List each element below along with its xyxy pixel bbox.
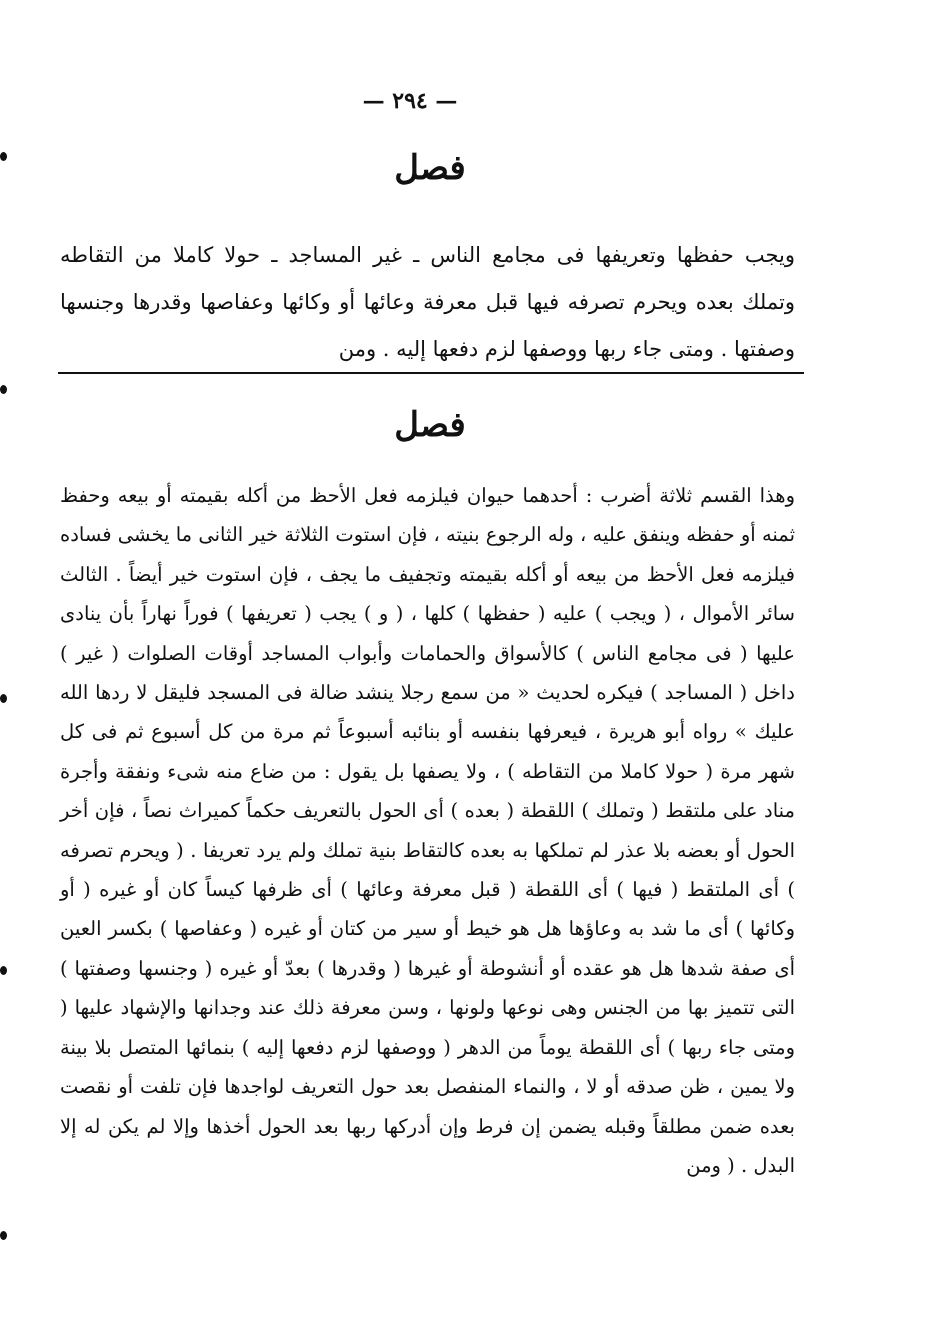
section-1-text: ويجب حفظها وتعريفها فى مجامع الناس ـ غير المساجد ـ حولا كاملا من التقاطه وتملك بعده ويحرم تصرفه فيها قبل معرفة وعائها أو وكائها وعفاصها وقدرها وجنسها وصفتها . ومتى جاء ربها ووصفها لزم دفعها إليه . ومن (60, 243, 795, 361)
binding-hole-mark (0, 1231, 7, 1240)
separator-rule (58, 372, 804, 374)
binding-hole-mark (0, 966, 7, 975)
section-1-heading: فصل (394, 148, 466, 188)
section-2-heading: فصل (394, 405, 466, 445)
binding-hole-mark (0, 152, 7, 161)
section-2-text: وهذا القسم ثلاثة أضرب : أحدهما حيوان فيلزمه فعل الأحظ من أكله بقيمته أو بيعه وحفظ ثمنه أو حفظه وينفق عليه ، وله الرجوع بنيته ، فإن استوت الثلاثة خير الثانى ما يخشى فساده فيلزمه فعل الأحظ من بيعه أو أكله بقيمته وتجفيف ما يجف ، فإن استوت خير أيضاً . الثالث سائر الأموال ، ( ويجب ) عليه ( حفظها ) كلها ، ( و ) يجب ( تعريفها ) فوراً نهاراً بأن ينادى عليها ( فى مجامع الناس ) كالأسواق والحمامات وأبواب المساجد أوقات الصلوات ( غير ) داخل ( المساجد ) فيكره لحديث « من سمع رجلا ينشد ضالة فى المسجد فليقل لا ردها الله عليك » رواه أبو هريرة ، فيعرفها بنفسه أو بنائبه أسبوعاً ثم مرة من كل أسبوع ثم فى كل شهر مرة ( حولا كاملا من التقاطه ) ، ولا يصفها بل يقول : من ضاع منه شىء ونفقة وأجرة مناد على ملتقط ( وتملك ) اللقطة ( بعده ) أى الحول بالتعريف حكماً كميراث نصاً ، فإن أخر الحول أو بعضه بلا عذر لم تملكها به بعده كالتقاط بنية تملك ولم يرد تعريفا . ( ويحرم تصرفه ) أى الملتقط ( فيها ) أى اللقطة ( قبل معرفة وعائها ) أى ظرفها كيساً كان أو غيره ( أو وكائها ) أى ما شد به وعاؤها هل هو خيط أو سير من كتان أو غيره ( وعفاصها ) بكسر العين أى صفة شدها هل هو عقده أو أنشوطة أو غيرها ( وقدرها ) بعدّ أو غيره ( وجنسها وصفتها ) التى تتميز بها من الجنس وهى نوعها ولونها ، وسن معرفة ذلك عند وجدانها والإشهاد عليها ( ومتى جاء ربها ) أى اللقطة يوماً من الدهر ( ووصفها لزم دفعها إليه ) بنمائها المتصل بلا بينة ولا يمين ، ظن صدقه أو لا ، والنماء المنفصل بعد حول التعريف لواجدها فإن تلفت أو نقصت بعده ضمن مطلقاً وقبله يضمن إن فرط وإن أدركها ربها بعد الحول أخذها وإلا لم يكن له إلا البدل . ( ومن (60, 484, 795, 1177)
binding-hole-mark (0, 385, 7, 394)
binding-hole-mark (0, 694, 7, 703)
page-number: — ٢٩٤ — (362, 88, 458, 114)
